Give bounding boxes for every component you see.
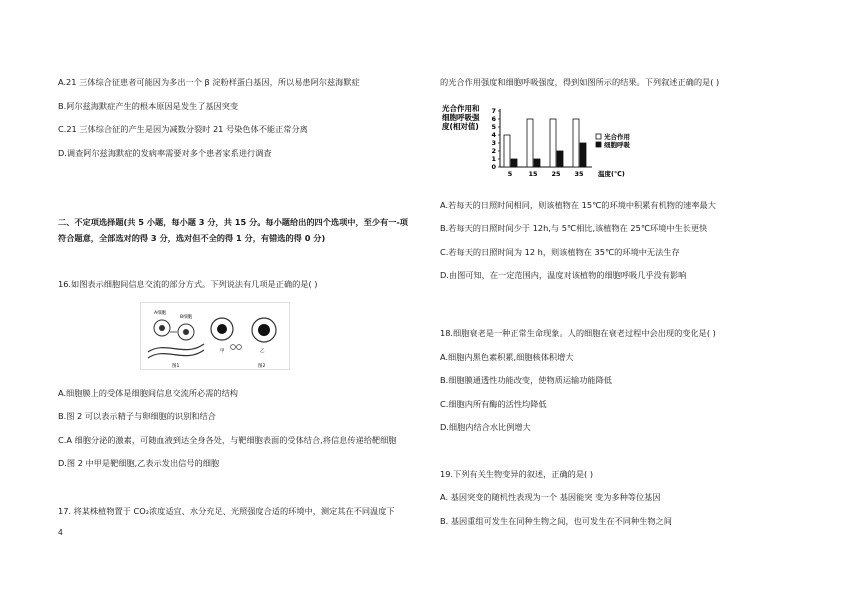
x-tick-label: 35	[574, 170, 584, 178]
y-tick-label: 3	[491, 139, 496, 148]
q17-option-c: C.若每天的日照时间为 12 h，则该植物在 35℃的环境中无法生存	[440, 247, 680, 257]
y-tick-label: 1	[491, 155, 496, 164]
q17-option-b: B.若每天的日照时间少于 12h,与 5℃相比,该植物在 25℃环境中生长更快	[440, 223, 708, 233]
x-tick-label: 15	[528, 170, 538, 178]
bar-respiration	[534, 159, 540, 167]
q16-option-b: B.图 2 可以表示精子与卵细胞的识别和结合	[58, 411, 216, 421]
x-tick-label: 5	[507, 170, 513, 178]
page-number: 4	[58, 528, 63, 537]
photosynthesis-respiration-chart	[440, 101, 735, 183]
q17-option-a: A.若每天的日照时间相同，则该植物在 15℃的环境中积累有机物的速率最大	[440, 200, 716, 210]
y-tick-label: 6	[491, 115, 496, 124]
bar-respiration	[511, 159, 517, 167]
cell-communication-figure	[140, 302, 290, 370]
label-a-cell: A细胞	[154, 311, 167, 316]
q16-option-c: C.A 细胞分泌的激素，可随血液到达全身各处，与靶细胞表面的受体结合,将信息传递给靶细胞	[58, 435, 397, 445]
section-title: 二、不定项选择题(共 5 小题，每小题 3 分，共 15 分。每小题给出的四个选项中，至少有一-项	[58, 217, 408, 227]
label-yi: 乙	[260, 349, 265, 354]
q18-option-a: A.细胞内黑色素积累,细胞核体积增大	[440, 352, 574, 362]
y-tick-label: 2	[491, 147, 496, 156]
y-tick-label: 5	[491, 123, 496, 132]
section-title-cont: 符合题意，全部选对的得 3 分，选对但不全的得 1 分，有错选的得 0 分)	[58, 233, 326, 243]
q17-option-d: D.由图可知，在一定范围内，温度对该植物的细胞呼吸几乎没有影响	[440, 270, 687, 280]
chart-title-line: 度(相对值)	[442, 122, 479, 131]
bar-photosynthesis	[504, 135, 510, 167]
q16-stem: 16.如图表示细胞间信息交流的部分方式。下列说法有几项是正确的是( )	[58, 279, 318, 289]
y-tick-label: 4	[491, 131, 496, 140]
chart-svg	[440, 101, 735, 183]
legend-label: 光合作用	[604, 133, 630, 141]
q18-option-c: C.细胞内所有酶的活性均降低	[440, 399, 547, 409]
chart-title-line: 光合作用和	[442, 104, 480, 113]
q19-stem: 19.下列有关生物变异的叙述，正确的是( )	[440, 469, 594, 479]
bar-photosynthesis	[573, 119, 579, 167]
q17-stem-part2: 的光合作用强度和细胞呼吸强度，得到如图所示的结果。下列叙述正确的是( )	[440, 77, 720, 87]
q17-stem-part1: 17. 将某株植物置于 CO₂浓度适宜、水分充足、光照强度合适的环境中，测定其在不同温度下	[58, 506, 395, 516]
label-figure-2: 图2	[258, 364, 266, 369]
chart-title-line: 细胞呼吸强	[442, 113, 480, 122]
bar-respiration	[557, 151, 563, 167]
q19-option-a: A. 基因突变的随机性表现为一个 基因能突 变为多种等位基因	[440, 492, 661, 502]
q15-option-b: B.阿尔兹海默症产生的根本原因是发生了基因突变	[58, 101, 239, 111]
x-tick-label: 25	[551, 170, 561, 178]
q16-option-a: A.细胞膜上的受体是细胞间信息交流所必需的结构	[58, 388, 238, 398]
label-jia: 甲	[220, 349, 225, 354]
bar-photosynthesis	[550, 119, 556, 167]
q15-option-d: D.调查阿尔兹海默症的发病率需要对多个患者家系进行调查	[58, 148, 272, 158]
q19-option-b: B. 基因重组可发生在同种生物之间，也可发生在不同种生物之间	[440, 516, 672, 526]
label-b-cell: B细胞	[180, 315, 193, 320]
y-tick-label: 7	[491, 107, 496, 116]
bar-respiration	[580, 143, 586, 167]
y-tick-label: 0	[491, 163, 496, 172]
q18-option-d: D.细胞内结合水比例增大	[440, 422, 531, 432]
q16-option-d: D.图 2 中甲是靶细胞,乙表示发出信号的细胞	[58, 458, 220, 468]
x-axis-label: 温度(℃)	[598, 170, 625, 178]
q18-stem: 18.细胞衰老是一种正常生命现象。人的细胞在衰老过程中会出现的变化是( )	[440, 328, 716, 338]
legend-label: 细胞呼吸	[604, 141, 630, 149]
q15-option-c: C.21 三体综合征的产生是因为减数分裂时 21 号染色体不能正常分离	[58, 124, 308, 134]
q15-option-a: A.21 三体综合征患者可能因为多出一个 β 淀粉样蛋白基因，所以易患阿尔兹海默症	[58, 77, 360, 87]
bar-photosynthesis	[527, 119, 533, 167]
legend-swatch	[596, 134, 601, 139]
legend-swatch	[596, 142, 601, 147]
label-figure-1: 图1	[172, 364, 180, 369]
q18-option-b: B.细胞膜通透性功能改变，使物质运输功能降低	[440, 375, 612, 385]
